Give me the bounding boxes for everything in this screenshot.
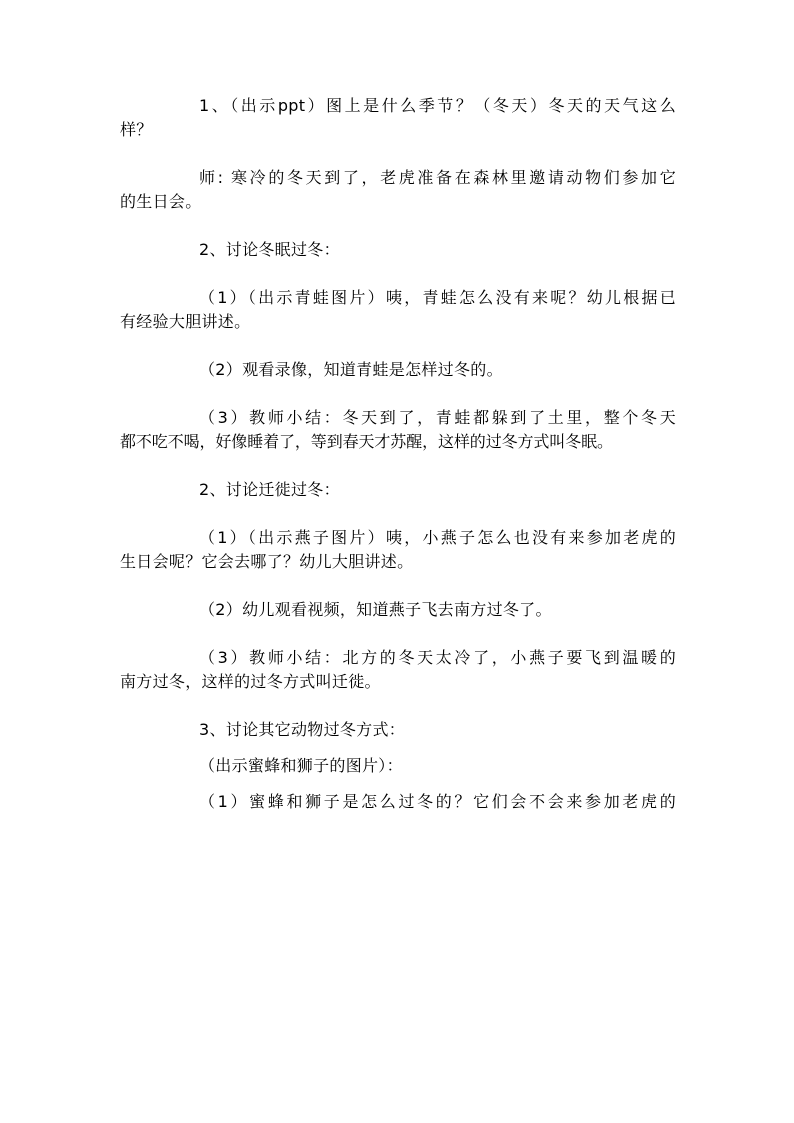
section-heading-text: 3、讨论其它动物过冬方式： <box>199 720 406 739</box>
paragraph-line: （出示蜜蜂和狮子的图片）： <box>199 756 403 775</box>
section-heading-text: 2、讨论迁徙过冬： <box>199 480 340 499</box>
paragraph-migration-summary <box>120 646 676 694</box>
paragraph-hibernation-summary <box>120 406 676 454</box>
section-heading-migration <box>120 478 676 502</box>
paragraph-line: 师: 寒冷的冬天到了，老虎准备在森林里邀请动物们参加它 <box>199 168 676 187</box>
paragraph-line: （2）幼儿观看视频，知道燕子飞去南方过冬了。 <box>199 600 552 619</box>
paragraph-teacher-intro <box>120 166 676 214</box>
section-heading-text: 2、讨论冬眠过冬： <box>199 240 340 259</box>
paragraph-line: （1）（出示燕子图片）咦，小燕子怎么也没有来参加老虎的 <box>199 528 676 547</box>
paragraph-line: （1）蜜蜂和狮子是怎么过冬的？它们会不会来参加老虎的 <box>199 792 676 811</box>
paragraph-line: 1、（出示ppt）图上是什么季节？（冬天）冬天的天气这么 <box>199 96 676 115</box>
paragraph-line: （2）观看录像，知道青蛙是怎样过冬的。 <box>199 360 503 379</box>
paragraph-frog-question <box>120 286 676 334</box>
paragraph-line: 生日会呢？它会去哪了？幼儿大胆讲述。 <box>120 552 414 571</box>
paragraph-frog-video <box>120 358 676 382</box>
paragraph-bee-lion-question <box>120 790 676 814</box>
paragraph-line: 样？ <box>120 120 153 139</box>
paragraph-swallow-question <box>120 526 676 574</box>
paragraph-season-question <box>120 94 676 142</box>
paragraph-swallow-video <box>120 598 676 622</box>
paragraph-line: 都不吃不喝，好像睡着了，等到春天才苏醒，这样的过冬方式叫冬眠。 <box>120 432 613 451</box>
paragraph-line: （1）（出示青蛙图片）咦，青蛙怎么没有来呢？幼儿根据已 <box>199 288 676 307</box>
section-heading-hibernation <box>120 238 676 262</box>
paragraph-line: 南方过冬，这样的过冬方式叫迁徙。 <box>120 672 381 691</box>
paragraph-line: 有经验大胆讲述。 <box>120 312 251 331</box>
paragraph-line: （3）教师小结：北方的冬天太冷了，小燕子要飞到温暖的 <box>199 648 676 667</box>
paragraph-line: （3）教师小结：冬天到了，青蛙都躲到了土里，整个冬天 <box>199 408 676 427</box>
section-heading-other-animals <box>120 718 676 742</box>
document-body <box>120 94 676 814</box>
paragraph-bee-lion-intro <box>120 754 676 778</box>
paragraph-line: 的生日会。 <box>120 192 202 211</box>
